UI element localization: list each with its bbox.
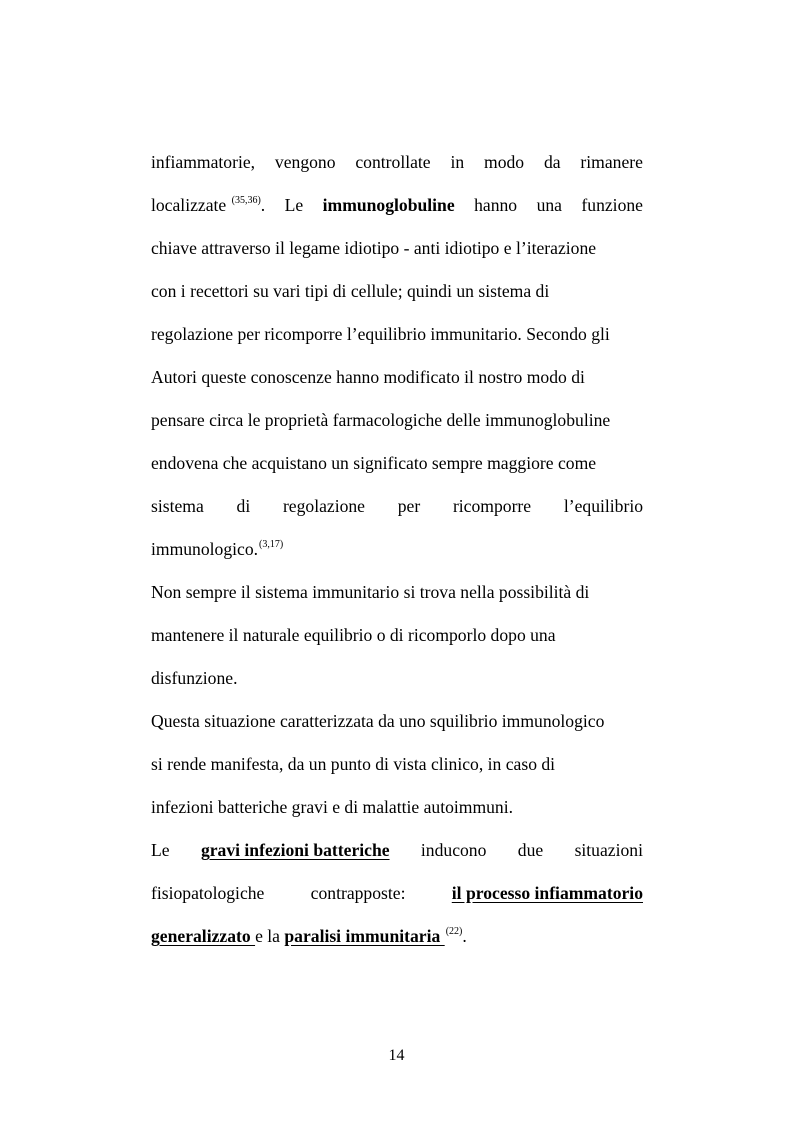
line-text: Autori queste conoscenze hanno modificato il nostro modo di: [151, 367, 585, 387]
text-line: [151, 489, 643, 532]
line-text: Non sempre il sistema immunitario si trova nella possibilità di: [151, 582, 590, 602]
line-text: mantenere il naturale equilibrio o di ricomporlo dopo una: [151, 625, 556, 645]
text-line: [151, 876, 643, 919]
text-line: [151, 188, 643, 231]
underlined-term: il processo infiammatorio: [451, 883, 643, 903]
word: e la: [255, 926, 285, 946]
word: regolazione: [282, 496, 365, 516]
word: Le: [284, 195, 304, 215]
word: l’equilibrio: [563, 496, 643, 516]
word: funzione: [581, 195, 643, 215]
body-text: [151, 145, 643, 962]
text-line: [151, 833, 643, 876]
text-line: [151, 661, 643, 704]
citation: (35,36): [231, 195, 261, 206]
text-line: [151, 360, 643, 403]
text-line: [151, 317, 643, 360]
text-line: [151, 747, 643, 790]
word: infiammatorie,: [151, 152, 256, 172]
text-line: [151, 403, 643, 446]
word: .: [462, 926, 467, 946]
line-text: regolazione per ricomporre l’equilibrio immunitario. Secondo gli: [151, 324, 610, 344]
word: per: [397, 496, 421, 516]
underlined-term: generalizzato: [151, 926, 256, 946]
bold-term: immunoglobuline: [322, 195, 455, 215]
word: localizzate: [151, 195, 227, 215]
word-group: [151, 188, 265, 226]
text-line: [151, 446, 643, 489]
line-text: infezioni batteriche gravi e di malattie autoimmuni.: [151, 797, 514, 817]
text-line: [151, 231, 643, 274]
text-line: [151, 618, 643, 661]
word: controllate: [355, 152, 431, 172]
word: da: [543, 152, 561, 172]
line-text: con i recettori su vari tipi di cellule; quindi un sistema di: [151, 281, 550, 301]
underlined-term: gravi infezioni batteriche: [200, 840, 390, 860]
line-text: pensare circa le proprietà farmacologiche delle immunoglobuline: [151, 410, 611, 430]
word: hanno: [474, 195, 518, 215]
word: modo: [484, 152, 525, 172]
word: .: [260, 195, 266, 215]
word: situazioni: [574, 840, 643, 860]
word: una: [536, 195, 562, 215]
word: in: [450, 152, 465, 172]
text-line: [151, 704, 643, 747]
text-line: [151, 919, 643, 962]
word: inducono: [420, 840, 487, 860]
word: di: [236, 496, 251, 516]
text-line: [151, 575, 643, 618]
line-text: si rende manifesta, da un punto di vista clinico, in caso di: [151, 754, 556, 774]
line-text: Questa situazione caratterizzata da uno squilibrio immunologico: [151, 711, 605, 731]
word: contrapposte:: [310, 883, 406, 903]
text-line: [151, 790, 643, 833]
text-line: [151, 274, 643, 317]
page-number: 14: [388, 1047, 405, 1064]
word: Le: [151, 840, 170, 860]
word: sistema: [151, 496, 204, 516]
line-text: disfunzione.: [151, 668, 238, 688]
text-line: [151, 532, 643, 575]
word: vengono: [274, 152, 336, 172]
word: rimanere: [580, 152, 643, 172]
word: fisiopatologiche: [151, 883, 265, 903]
text-line: [151, 145, 643, 188]
underlined-term: paralisi immunitaria: [284, 926, 445, 946]
citation: (22): [445, 926, 463, 937]
word: immunologico.: [151, 539, 259, 559]
line-text: endovena che acquistano un significato sempre maggiore come: [151, 453, 597, 473]
word: ricomporre: [452, 496, 532, 516]
citation: (3,17): [259, 539, 284, 550]
word: due: [517, 840, 544, 860]
line-text: chiave attraverso il legame idiotipo - anti idiotipo e l’iterazione: [151, 238, 597, 258]
